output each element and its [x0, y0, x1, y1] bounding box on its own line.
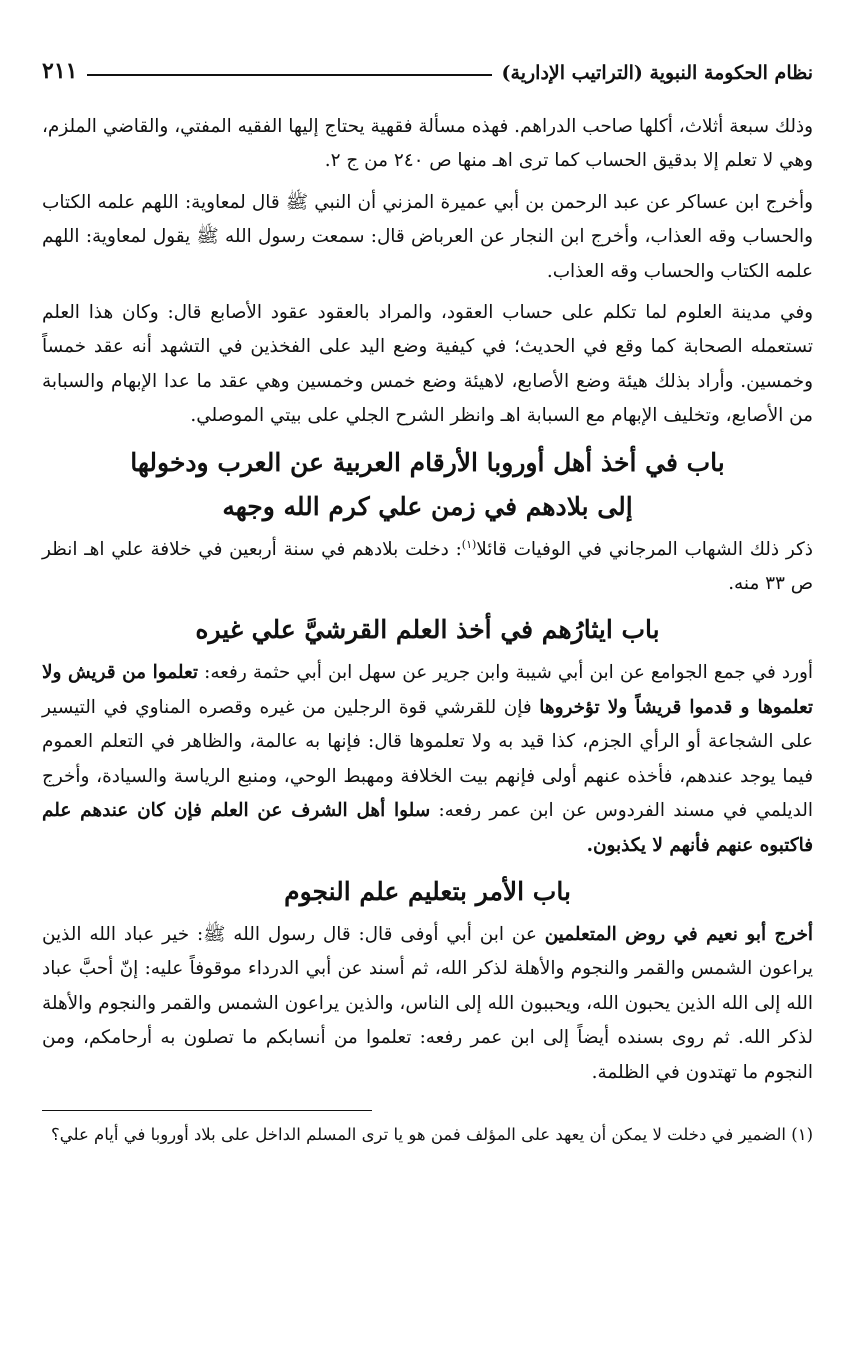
paragraph-2: وأخرج ابن عساكر عن عبد الرحمن بن أبي عميرة المزني أن النبي ﷺ قال لمعاوية: اللهم علمه الكتاب والحساب وقه العذاب، وأخرج ابن النجار عن العرباض قال: سمعت رسول الله ﷺ يقول لمعاوية: اللهم علمه الكتاب والحساب وقه العذاب.: [42, 191, 813, 282]
section-heading-quraysh: باب ايثارُهم في أخذ العلم القرشيَّ علي غيره: [195, 615, 660, 645]
running-header: [42, 40, 813, 84]
hadith-quote-1: تعلموا من قريش ولا تعلموها و قدموا قريشاً ولا تؤخروها: [42, 662, 813, 718]
paragraph-5: [42, 656, 813, 862]
paragraph-6: [42, 918, 813, 1090]
paragraph-5-text-a: أورد في جمع الجوامع عن ابن أبي شيبة وابن جرير عن سهل ابن أبي حثمة رفعه:: [204, 662, 813, 684]
paragraph-3: وفي مدينة العلوم لما تكلم على حساب العقود، والمراد بالعقود عقود الأصابع قال: وكان هذا العلم تستعمله الصحابة كما وقع في الحديث؛ في كيفية وضع اليد على الفخذين في التشهد أنه عقد خمساً وخمسين. وأراد بذلك هيئة وضع الأصابع، لاهيئة وضع خمس وخمسين وهي عقد ما عدا الإبهام والسبابة من الأصابع، وتخليف الإبهام مع السبابة اهـ وانظر الشرح الجلي على بيتي الموصلي.: [42, 302, 813, 427]
heading-line-1: باب في أخذ أهل أوروبا الأرقام العربية عن العرب ودخولها: [130, 447, 725, 477]
paragraph-4-text-a: ذكر ذلك الشهاب المرجاني في الوفيات قائلا: [476, 538, 813, 560]
paragraph-1: وذلك سبعة أثلاث، أكلها صاحب الدراهم. فهذه مسألة فقهية يحتاج إليها الفقيه المفتي، والقاضي الملزم، وهي لا تعلم إلا بدقيق الحساب كما ترى اهـ منها ص ٢٤٠ من ج ٢.: [42, 116, 813, 172]
hadith-quote-2: سلوا أهل الشرف عن العلم فإن كان عندهم علم فاكتبوه عنهم فأنهم لا يكذبون.: [42, 800, 813, 856]
paragraph-5-text-b: فإن للقرشي قوة الرجلين من غيره وقصره المناوي في التيسير على الشجاعة أو الرأي الجزم، كذا قيد به ولا تعلموها قال: فإنها به عالمة، والظاهر في التعلم العموم فيما يوجد عندهم، فأخذه عنهم أولى فإنهم بيت الخلافة ومهبط الوحي، ومنبع الرياسة والسيادة، وأخرج الديلمي في مسند الفردوس عن ابن عمر رفعه:: [42, 696, 813, 822]
paragraph-4: [42, 533, 813, 602]
footnote-divider: [42, 1110, 372, 1111]
source-citation: أخرج أبو نعيم في روض المتعلمين: [544, 923, 813, 945]
section-heading-arabic-numerals: [42, 441, 813, 529]
header-title: نظام الحكومة النبوية (التراتيب الإدارية): [501, 62, 813, 84]
paragraph-4-text-b: : دخلت بلادهم في سنة أربعين في خلافة علي اهـ انظر ص ٣٣ منه.: [42, 538, 813, 595]
heading-line-2: إلى بلادهم في زمن علي كرم الله وجهه: [222, 491, 633, 521]
footnote-ref[interactable]: (١): [461, 537, 477, 551]
footnote: (١) الضمير في دخلت لا يمكن أن يعهد على المؤلف فمن هو يا ترى المسلم الداخل على بلاد أوروبا في أيام علي؟: [50, 1124, 813, 1144]
paragraph-6-text: عن ابن أبي أوفى قال: قال رسول الله ﷺ: خير عباد الله الذين يراعون الشمس والقمر والنجوم والأهلة لذكر الله، ثم أسند عن أبي الدرداء موقوفاً عليه: إنّ أحبَّ عباد الله إلى الله الذين يحبون الله، ويحببون الله إلى الناس، والذين يراعون الشمس والقمر والنجوم والأهلة لذكر الله. ثم روى بسنده أيضاً إلى ابن عمر رفعه: تعلموا من أنسابكم ما تصلون به أرحامكم، ومن النجوم ما تهتدون في الظلمة.: [42, 923, 813, 1083]
header-rule: [87, 74, 491, 76]
section-heading-astronomy: باب الأمر بتعليم علم النجوم: [284, 876, 571, 906]
page-number: ٢١١: [42, 58, 78, 84]
page-body: [42, 110, 813, 1150]
